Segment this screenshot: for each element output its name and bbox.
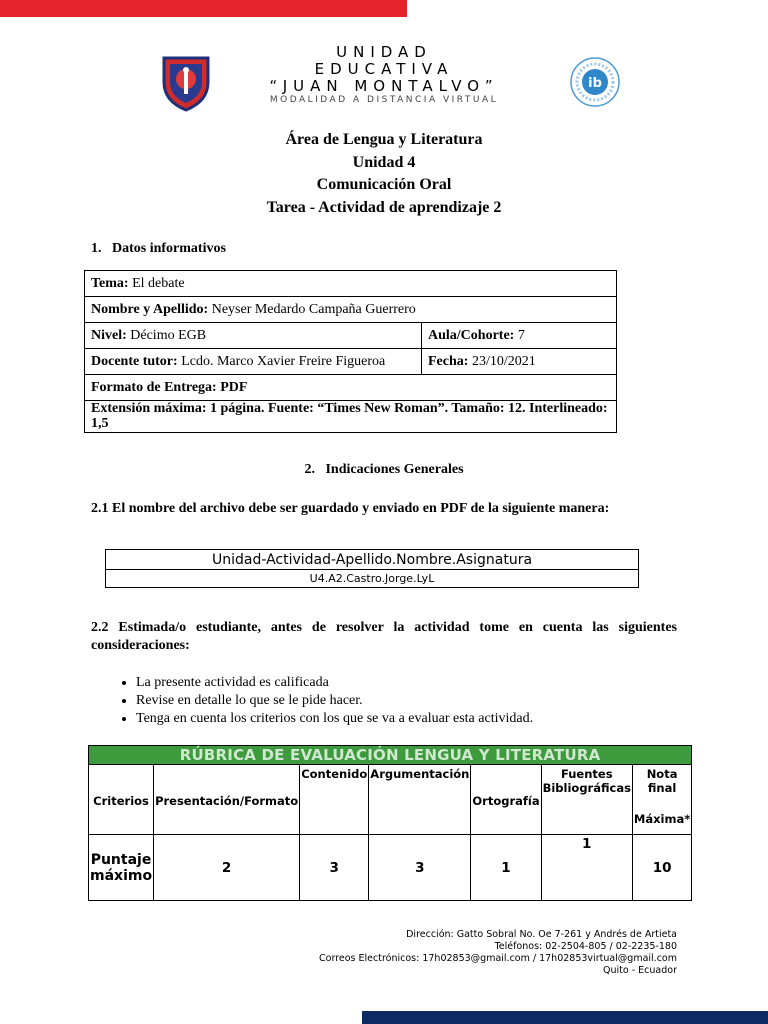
header-line-1: UNIDAD [336, 43, 432, 61]
nota-final-label: Nota final [646, 767, 678, 795]
rubric-values-row [89, 835, 692, 901]
extension-maxima: Extensión máxima: 1 página. Fuente: “Times New Roman”. Tamaño: 12. Interlineado: 1,5 [85, 401, 617, 433]
list-item: • Tenga en cuenta los criterios con los que se va a evaluar esta actividad. [136, 710, 533, 728]
footer-emails: Correos Electrónicos: 17h02853@gmail.com / 17h02853virtual@gmail.com [319, 953, 677, 964]
header-subtitle: MODALIDAD A DISTANCIA VIRTUAL [269, 95, 499, 105]
table-row [85, 349, 617, 375]
footer-city: Quito - Ecuador [603, 965, 677, 976]
list-item: • Revise en detalle lo que se le pide hacer. [136, 692, 533, 710]
table-row [85, 297, 617, 323]
fecha-label: Fecha: [428, 353, 469, 369]
value-fuentes: 1 [541, 835, 632, 901]
info-table [84, 270, 617, 433]
footer-contact [319, 929, 677, 977]
instruction-2-2: 2.2 Estimada/o estudiante, antes de resolver la actividad tome en cuenta las siguientes consideraciones: [91, 620, 677, 653]
considerations-list [91, 674, 533, 728]
list-item: • La presente actividad es calificada [136, 674, 533, 692]
footer-address: Dirección: Gatto Sobral No. Oe 7-261 y Andrés de Artieta [406, 929, 677, 940]
rubric-title-row [89, 746, 692, 765]
aula-label: Aula/Cohorte: [428, 327, 515, 343]
tema-label: Tema: [91, 275, 129, 291]
col-presentacion: Presentación/Formato [154, 765, 300, 835]
header-line-2: EDUCATIVA [314, 60, 454, 78]
formato-entrega: Formato de Entrega: PDF [85, 375, 617, 401]
col-argumentacion: Argumentación [369, 765, 471, 835]
col-ortografia: Ortografía [471, 765, 541, 835]
col-criterios: Criterios [89, 765, 154, 835]
file-name-pattern: Unidad-Actividad-Apellido.Nombre.Asignatura [106, 550, 639, 570]
col-nota-final [632, 765, 691, 835]
tema-value: El debate [128, 275, 185, 291]
file-name-example: U4.A2.Castro.Jorge.LyL [106, 570, 639, 588]
table-row [106, 570, 639, 588]
school-header [0, 44, 768, 106]
docente-label: Docente tutor: [91, 353, 178, 369]
section-1-title: Datos informativos [112, 241, 226, 256]
col-contenido: Contenido [300, 765, 369, 835]
docente-value: Lcdo. Marco Xavier Freire Figueroa [177, 353, 386, 369]
table-row [85, 375, 617, 401]
table-row [106, 550, 639, 570]
table-row [85, 271, 617, 297]
value-argumentacion: 3 [369, 835, 471, 901]
value-contenido: 3 [300, 835, 369, 901]
nivel-value: Décimo EGB [126, 327, 207, 343]
section-2-heading [0, 462, 768, 478]
area-title: Área de Lengua y Literatura [285, 131, 483, 148]
col-fuentes: Fuentes Bibliográficas [541, 765, 632, 835]
section-1-number: 1. [91, 241, 102, 256]
svg-text:ib: ib [588, 76, 602, 91]
fecha-value: 23/10/2021 [468, 353, 536, 369]
section-1-heading [91, 241, 226, 257]
task-title: Tarea - Actividad de aprendizaje 2 [266, 198, 502, 216]
instruction-2-1: 2.1 El nombre del archivo debe ser guardado y enviado en PDF de la siguiente manera: [91, 501, 610, 516]
topic-title: Comunicación Oral [316, 176, 452, 193]
value-ortografia: 1 [471, 835, 541, 901]
table-row [85, 323, 617, 349]
nivel-label: Nivel: [91, 327, 127, 343]
section-2-title: Indicaciones Generales [325, 462, 464, 477]
value-presentacion: 2 [154, 835, 300, 901]
nombre-label: Nombre y Apellido: [91, 301, 209, 317]
header-line-3: “JUAN MONTALVO” [269, 77, 499, 95]
document-titles [0, 129, 768, 219]
file-name-format-table [105, 549, 639, 588]
maxima-label: Máxima* [633, 812, 691, 826]
rubric-table [88, 745, 692, 901]
rubric-header-row [89, 765, 692, 835]
section-2-number: 2. [304, 462, 315, 477]
nombre-value: Neyser Medardo Campaña Guerrero [208, 301, 416, 317]
table-row [85, 401, 617, 433]
value-nota-final: 10 [632, 835, 691, 901]
footer-phones: Teléfonos: 02-2504-805 / 02-2235-180 [494, 941, 677, 952]
unit-title: Unidad 4 [352, 153, 416, 171]
bottom-accent-bar [362, 1011, 768, 1024]
row-label-puntaje: Puntaje máximo [89, 835, 154, 901]
top-accent-bar [0, 0, 407, 17]
rubric-title: RÚBRICA DE EVALUACIÓN LENGUA Y LITERATURA [89, 746, 692, 765]
aula-value: 7 [514, 327, 525, 343]
